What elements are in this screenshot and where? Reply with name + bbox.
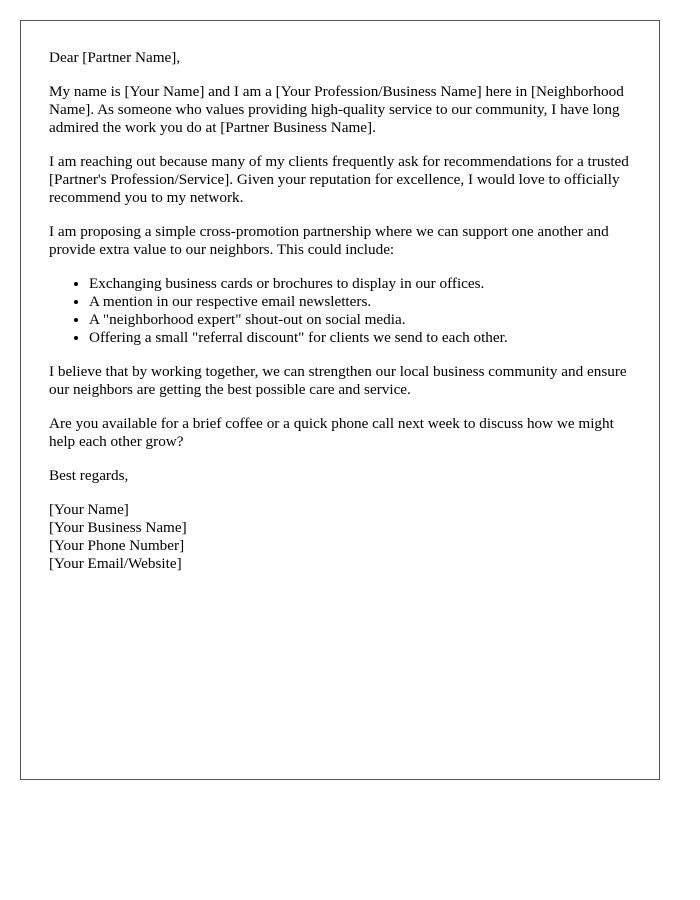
signature-phone: [Your Phone Number] bbox=[49, 537, 185, 554]
list-item: • Exchanging business cards or brochures to display in our offices. bbox=[89, 275, 631, 293]
intro-paragraph: My name is [Your Name] and I am a [Your Profession/Business Name] here in [Neighborhood Name]. As someone who values providing high-quality service to our community, I have long admired the work you do at [Partner Business Name]. bbox=[49, 83, 624, 136]
meeting-request-paragraph: Are you available for a brief coffee or a quick phone call next week to discuss how we might help each other grow? bbox=[49, 415, 614, 450]
reason-paragraph: I am reaching out because many of my clients frequently ask for recommendations for a trusted [Partner's Profession/Service]. Given your reputation for excellence, I would love to officially recommend you to my network. bbox=[49, 153, 629, 206]
list-item: • Offering a small "referral discount" for clients we send to each other. bbox=[89, 329, 631, 347]
list-item: • A mention in our respective email newsletters. bbox=[89, 293, 631, 311]
signature-name: [Your Name] bbox=[49, 501, 129, 518]
sign-off: Best regards, bbox=[49, 467, 129, 484]
proposal-paragraph: I am proposing a simple cross-promotion partnership where we can support one another and provide extra value to our neighbors. This could include: bbox=[49, 223, 609, 258]
signature-business: [Your Business Name] bbox=[49, 519, 187, 536]
belief-paragraph: I believe that by working together, we can strengthen our local business community and ensure our neighbors are getting the best possible care and service. bbox=[49, 363, 627, 398]
letter-document bbox=[20, 20, 660, 780]
list-item: • A "neighborhood expert" shout-out on social media. bbox=[89, 311, 631, 329]
signature-block bbox=[49, 501, 631, 573]
signature-email: [Your Email/Website] bbox=[49, 555, 182, 572]
greeting: Dear [Partner Name], bbox=[49, 49, 181, 66]
proposal-list bbox=[49, 275, 631, 347]
